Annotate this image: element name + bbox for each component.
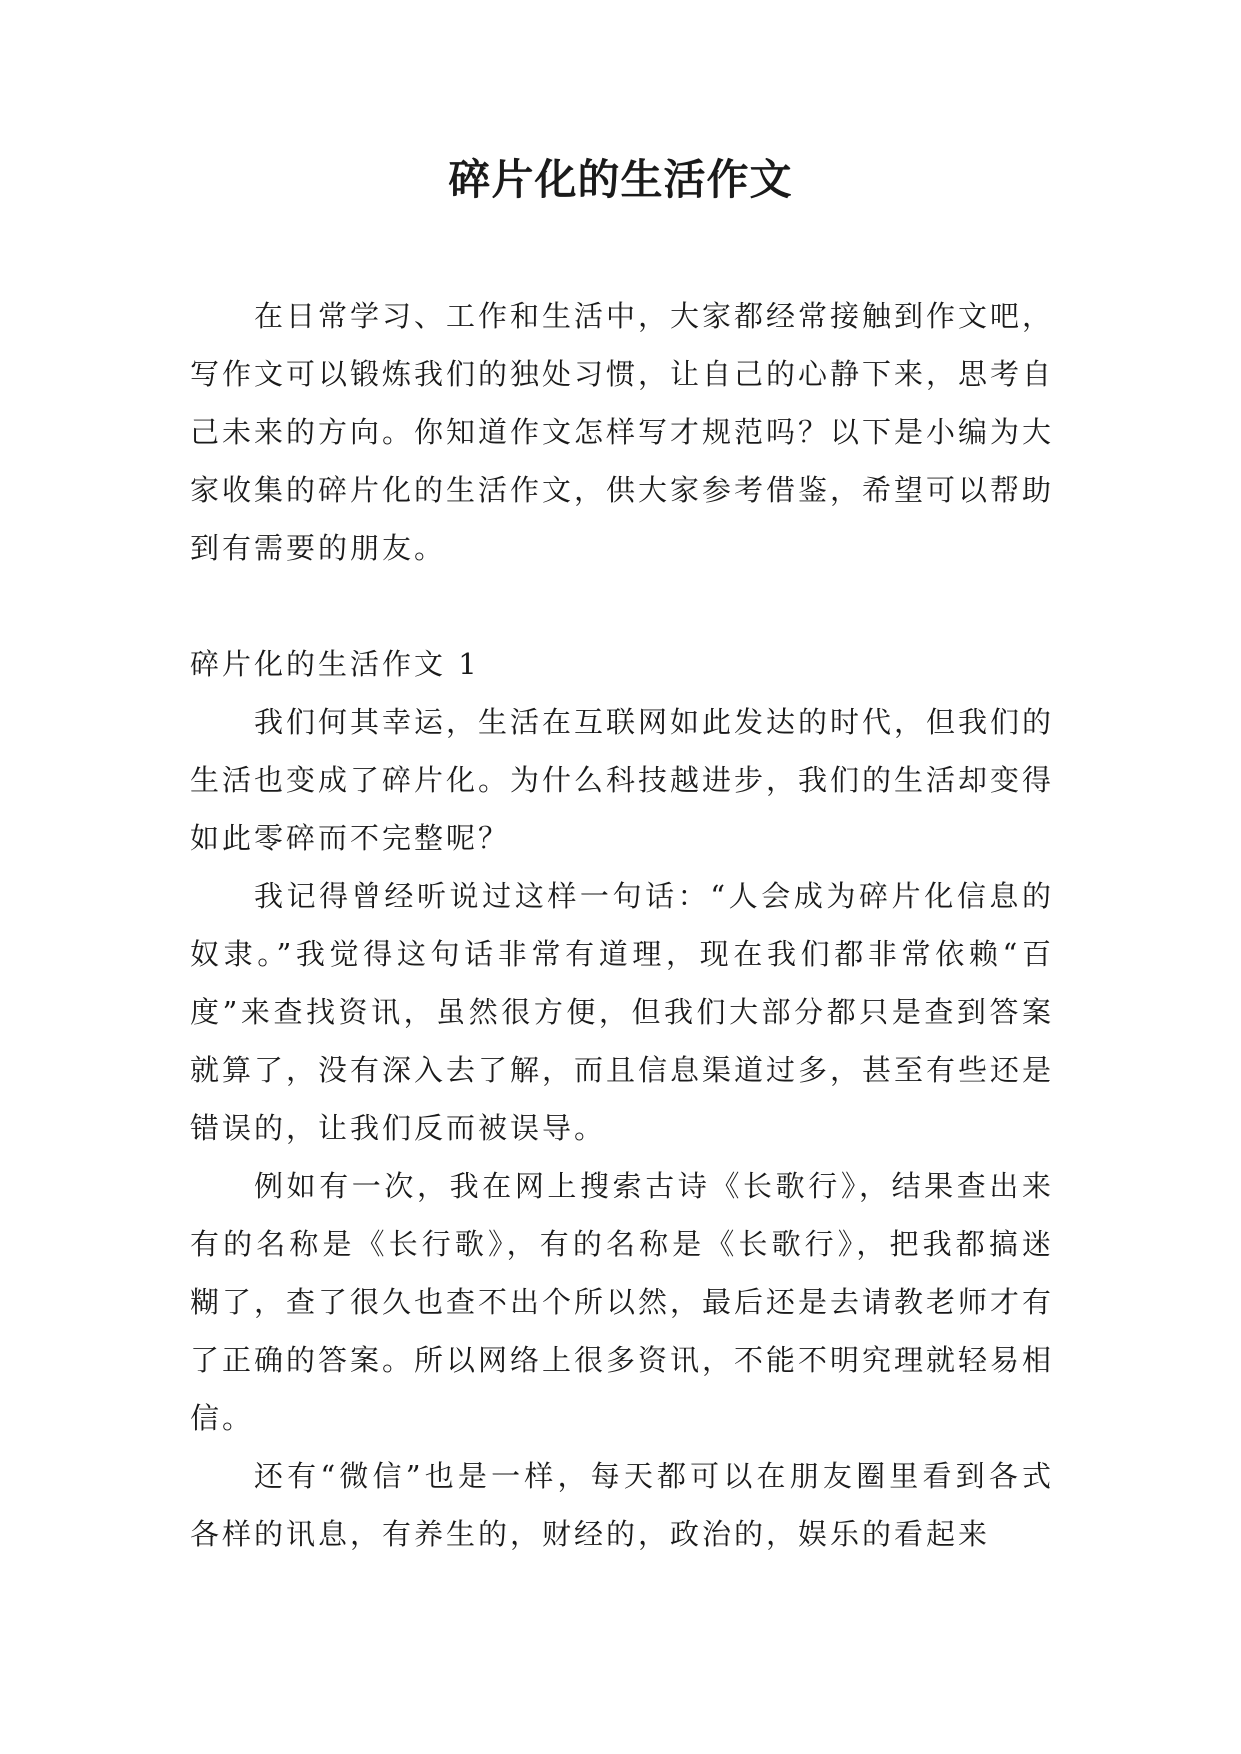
body-paragraph-1: 我们何其幸运，生活在互联网如此发达的时代，但我们的生活也变成了碎片化。为什么科技越进步，我们的生活却变得如此零碎而不完整呢？ <box>190 705 1055 855</box>
body-paragraph-2: 我记得曾经听说过这样一句话：“人会成为碎片化信息的奴隶。”我觉得这句话非常有道理，现在我们都非常依赖“百度”来查找资讯，虽然很方便，但我们大部分都只是查到答案就算了，没有深入去了解，而且信息渠道过多，甚至有些还是错误的，让我们反而被误导。 <box>190 879 1055 1145</box>
intro-paragraph: 在日常学习、工作和生活中，大家都经常接触到作文吧，写作文可以锻炼我们的独处习惯，让自己的心静下来，思考自己未来的方向。你知道作文怎样写才规范吗？以下是小编为大家收集的碎片化的生活作文，供大家参考借鉴，希望可以帮助到有需要的朋友。 <box>190 299 1055 565</box>
document-title: 碎片化的生活作文 <box>448 155 793 204</box>
document-body <box>190 287 1054 1563</box>
body-paragraph-3: 例如有一次，我在网上搜索古诗《长歌行》，结果查出来有的名称是《长行歌》，有的名称是《长歌行》，把我都搞迷糊了，查了很久也查不出个所以然，最后还是去请教老师才有了正确的答案。所以网络上很多资讯，不能不明究理就轻易相信。 <box>190 1169 1055 1435</box>
section-heading: 碎片化的生活作文 1 <box>190 647 480 681</box>
body-paragraph-4: 还有“微信”也是一样，每天都可以在朋友圈里看到各式各样的讯息，有养生的，财经的，政治的，娱乐的看起来 <box>190 1459 1054 1551</box>
